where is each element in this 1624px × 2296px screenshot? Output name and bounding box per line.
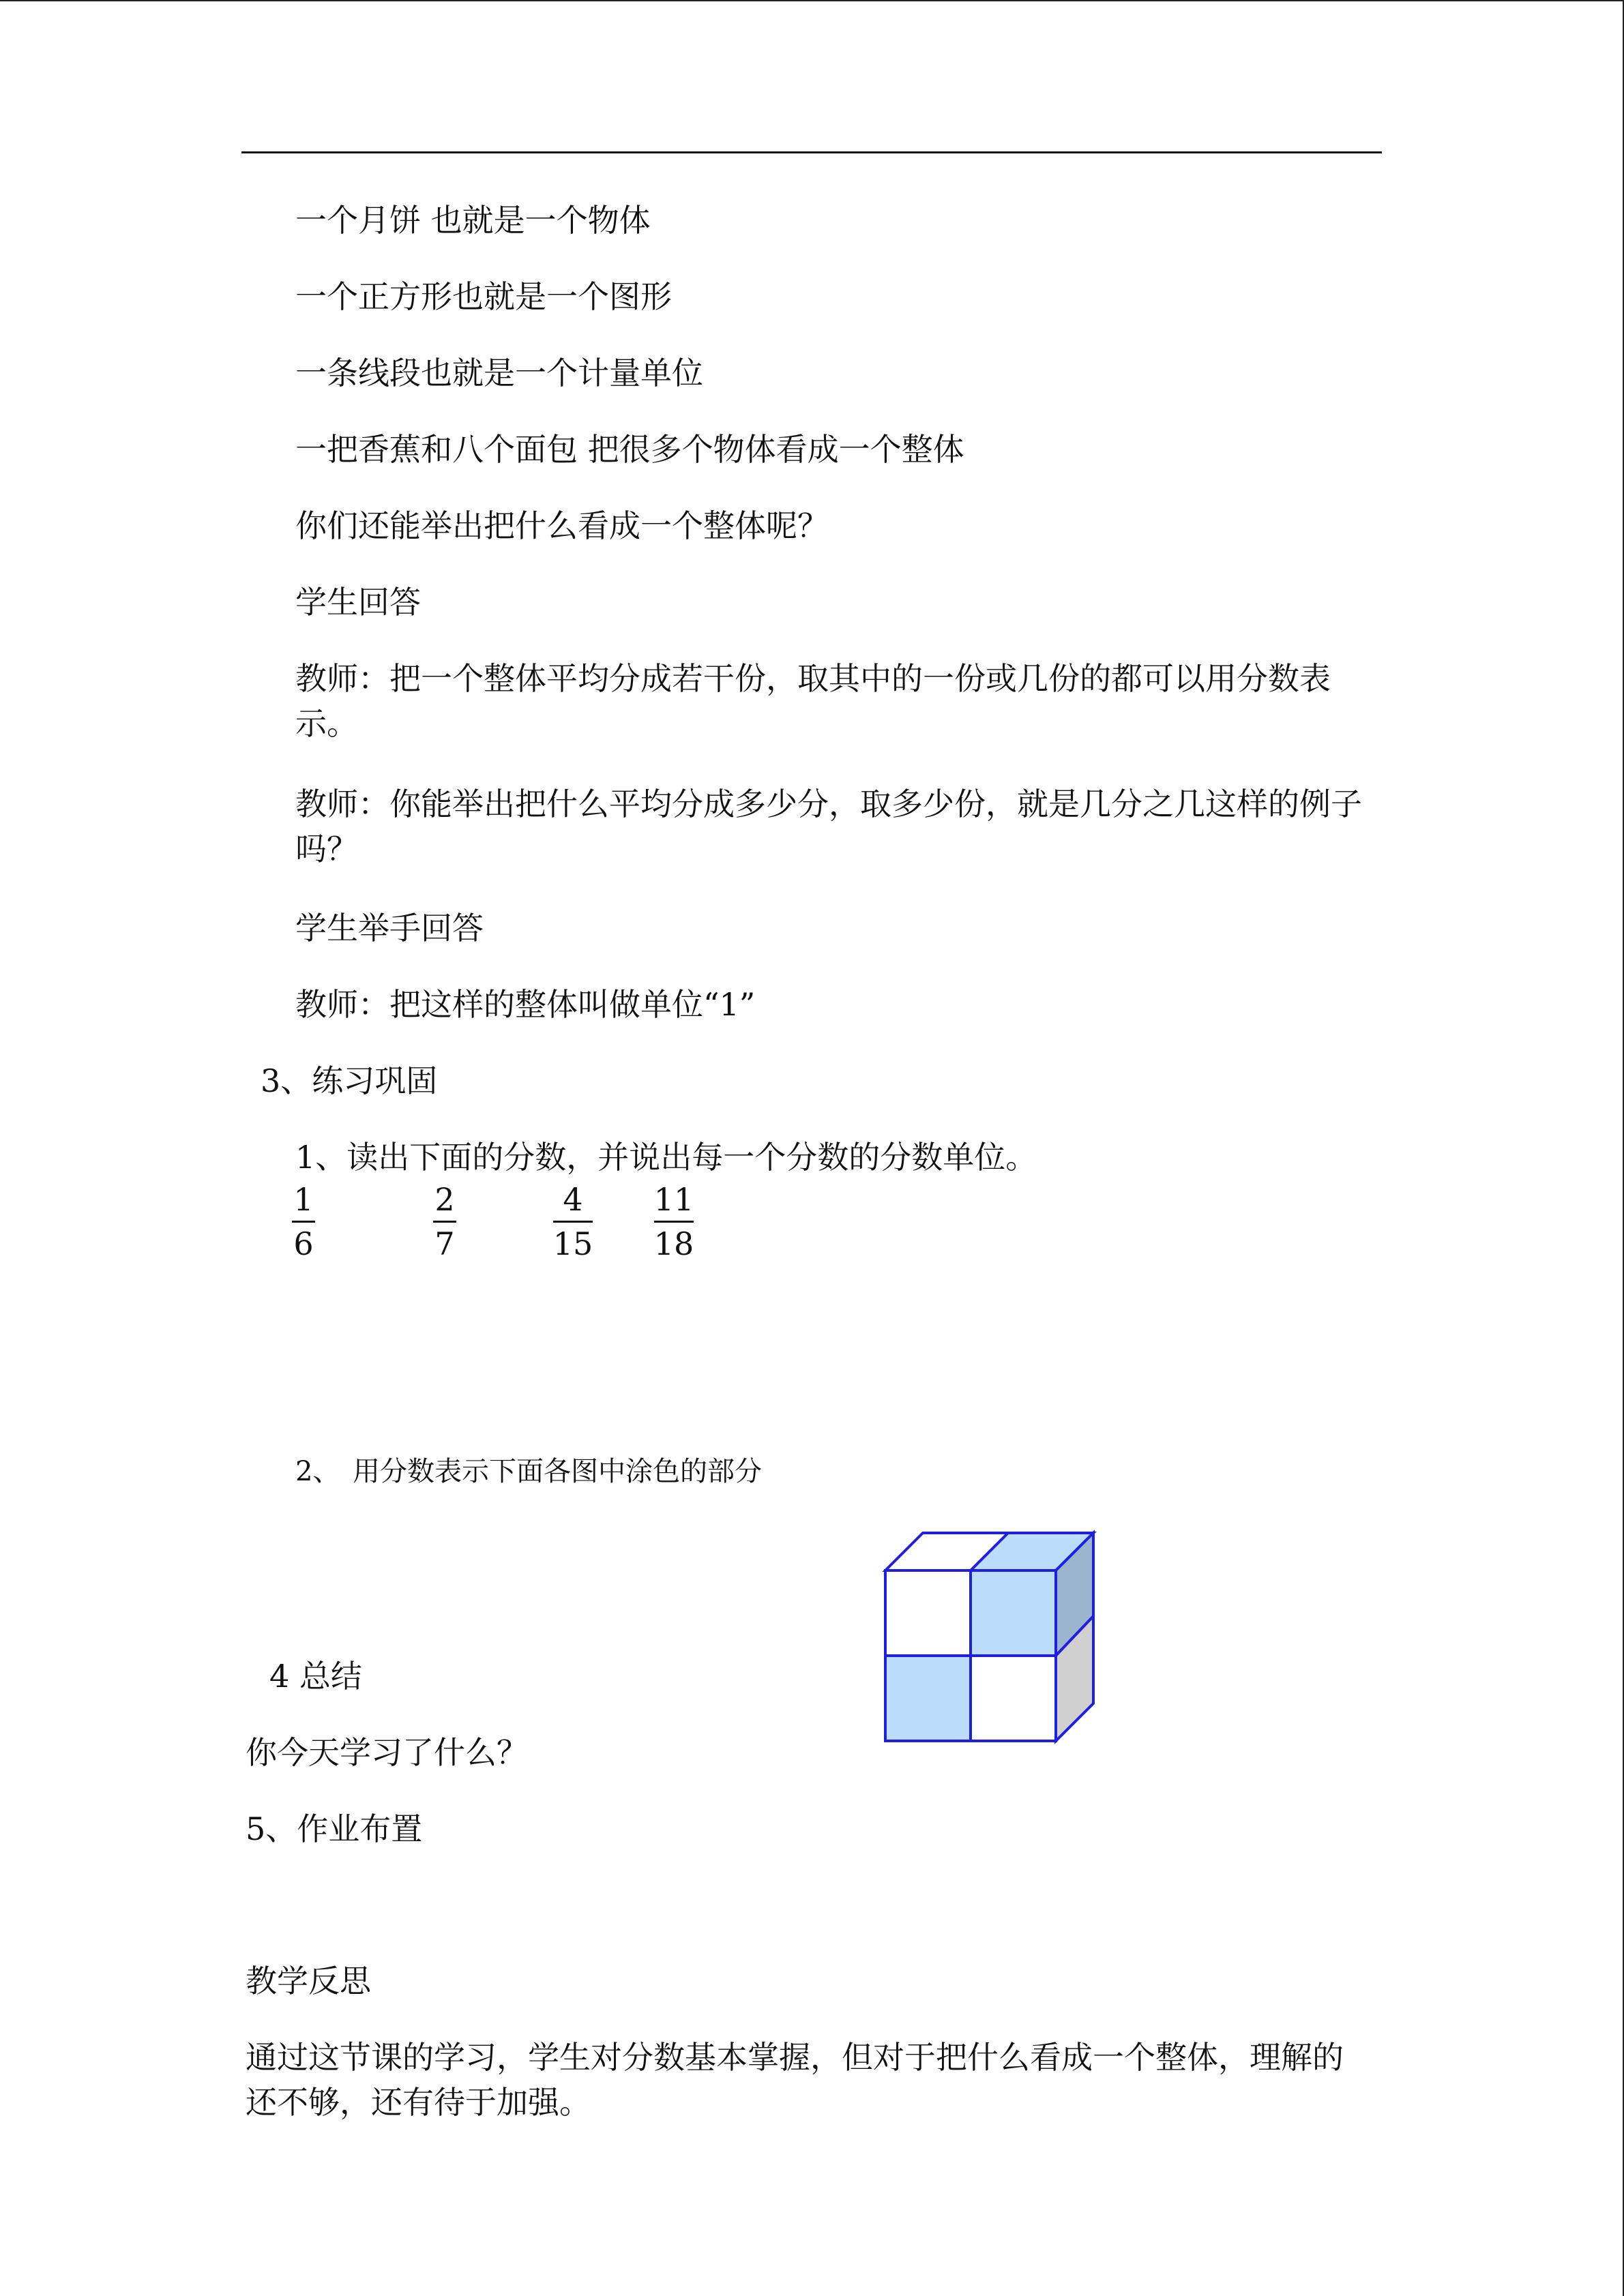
section4-heading: 4 总结: [269, 1658, 362, 1695]
text-students-raise-hands: 学生举手回答: [295, 910, 484, 946]
exercise2-instruction: 用分数表示下面各图中涂色的部分: [353, 1456, 762, 1487]
text-bananas-bread: 一把香蕉和八个面包 把很多个物体看成一个整体: [295, 431, 964, 468]
fraction-1-6: [273, 1180, 334, 1264]
fraction-numerator: 1: [293, 1181, 314, 1218]
text-square: 一个正方形也就是一个图形: [295, 278, 672, 315]
exercise2-number: 2、: [295, 1456, 340, 1487]
fraction-2-7: [414, 1180, 475, 1264]
fraction-denominator: 18: [653, 1225, 694, 1262]
fraction-bar: [433, 1221, 456, 1223]
fraction-4-15: [542, 1180, 604, 1264]
fraction-bar: [553, 1221, 593, 1223]
text-mooncake: 一个月饼 也就是一个物体: [295, 202, 651, 239]
exercise1-instruction: 1、读出下面的分数，并说出每一个分数的分数单位。: [295, 1139, 1037, 1176]
cube-front-bottom-right: [971, 1656, 1056, 1741]
text-question-whole: 你们还能举出把什么看成一个整体呢？: [295, 507, 829, 544]
fraction-numerator: 4: [563, 1181, 583, 1218]
cube-front-top-right: [971, 1570, 1056, 1656]
text-unit-one: 教师：把这样的整体叫做单位“1”: [295, 986, 756, 1023]
text-teacher-example-question: 教师：你能举出把什么平均分成多少分，取多少份，就是几分之几这样的例子吗？: [295, 786, 1362, 867]
text-teacher-fraction-definition: 教师：把一个整体平均分成若干份，取其中的一份或几份的都可以用分数表示。: [295, 660, 1331, 742]
section3-heading: 3、练习巩固: [261, 1062, 438, 1099]
fraction-denominator: 15: [552, 1225, 593, 1262]
fraction-bar: [292, 1221, 315, 1223]
cube-front-bottom-left: [885, 1656, 971, 1741]
fraction-bar: [654, 1221, 694, 1223]
reflection-text: 通过这节课的学习，学生对分数基本掌握，但对于把什么看成一个整体，理解的还不够，还有待于加强。: [246, 2039, 1344, 2121]
section5-heading: 5、作业布置: [246, 1810, 423, 1847]
fraction-11-18: [643, 1180, 705, 1264]
fraction-numerator: 2: [434, 1181, 455, 1218]
fraction-denominator: 6: [293, 1225, 314, 1262]
fraction-numerator: 11: [653, 1181, 694, 1218]
cube-front-top-left: [885, 1570, 971, 1656]
summary-question: 你今天学习了什么？: [246, 1734, 528, 1771]
shaded-cube-figure: [880, 1527, 1105, 1753]
fraction-denominator: 7: [434, 1225, 455, 1262]
reflection-heading: 教学反思: [246, 1963, 371, 1999]
header-rule: [241, 151, 1382, 153]
text-student-answer: 学生回答: [295, 584, 421, 621]
text-segment: 一条线段也就是一个计量单位: [295, 355, 703, 391]
